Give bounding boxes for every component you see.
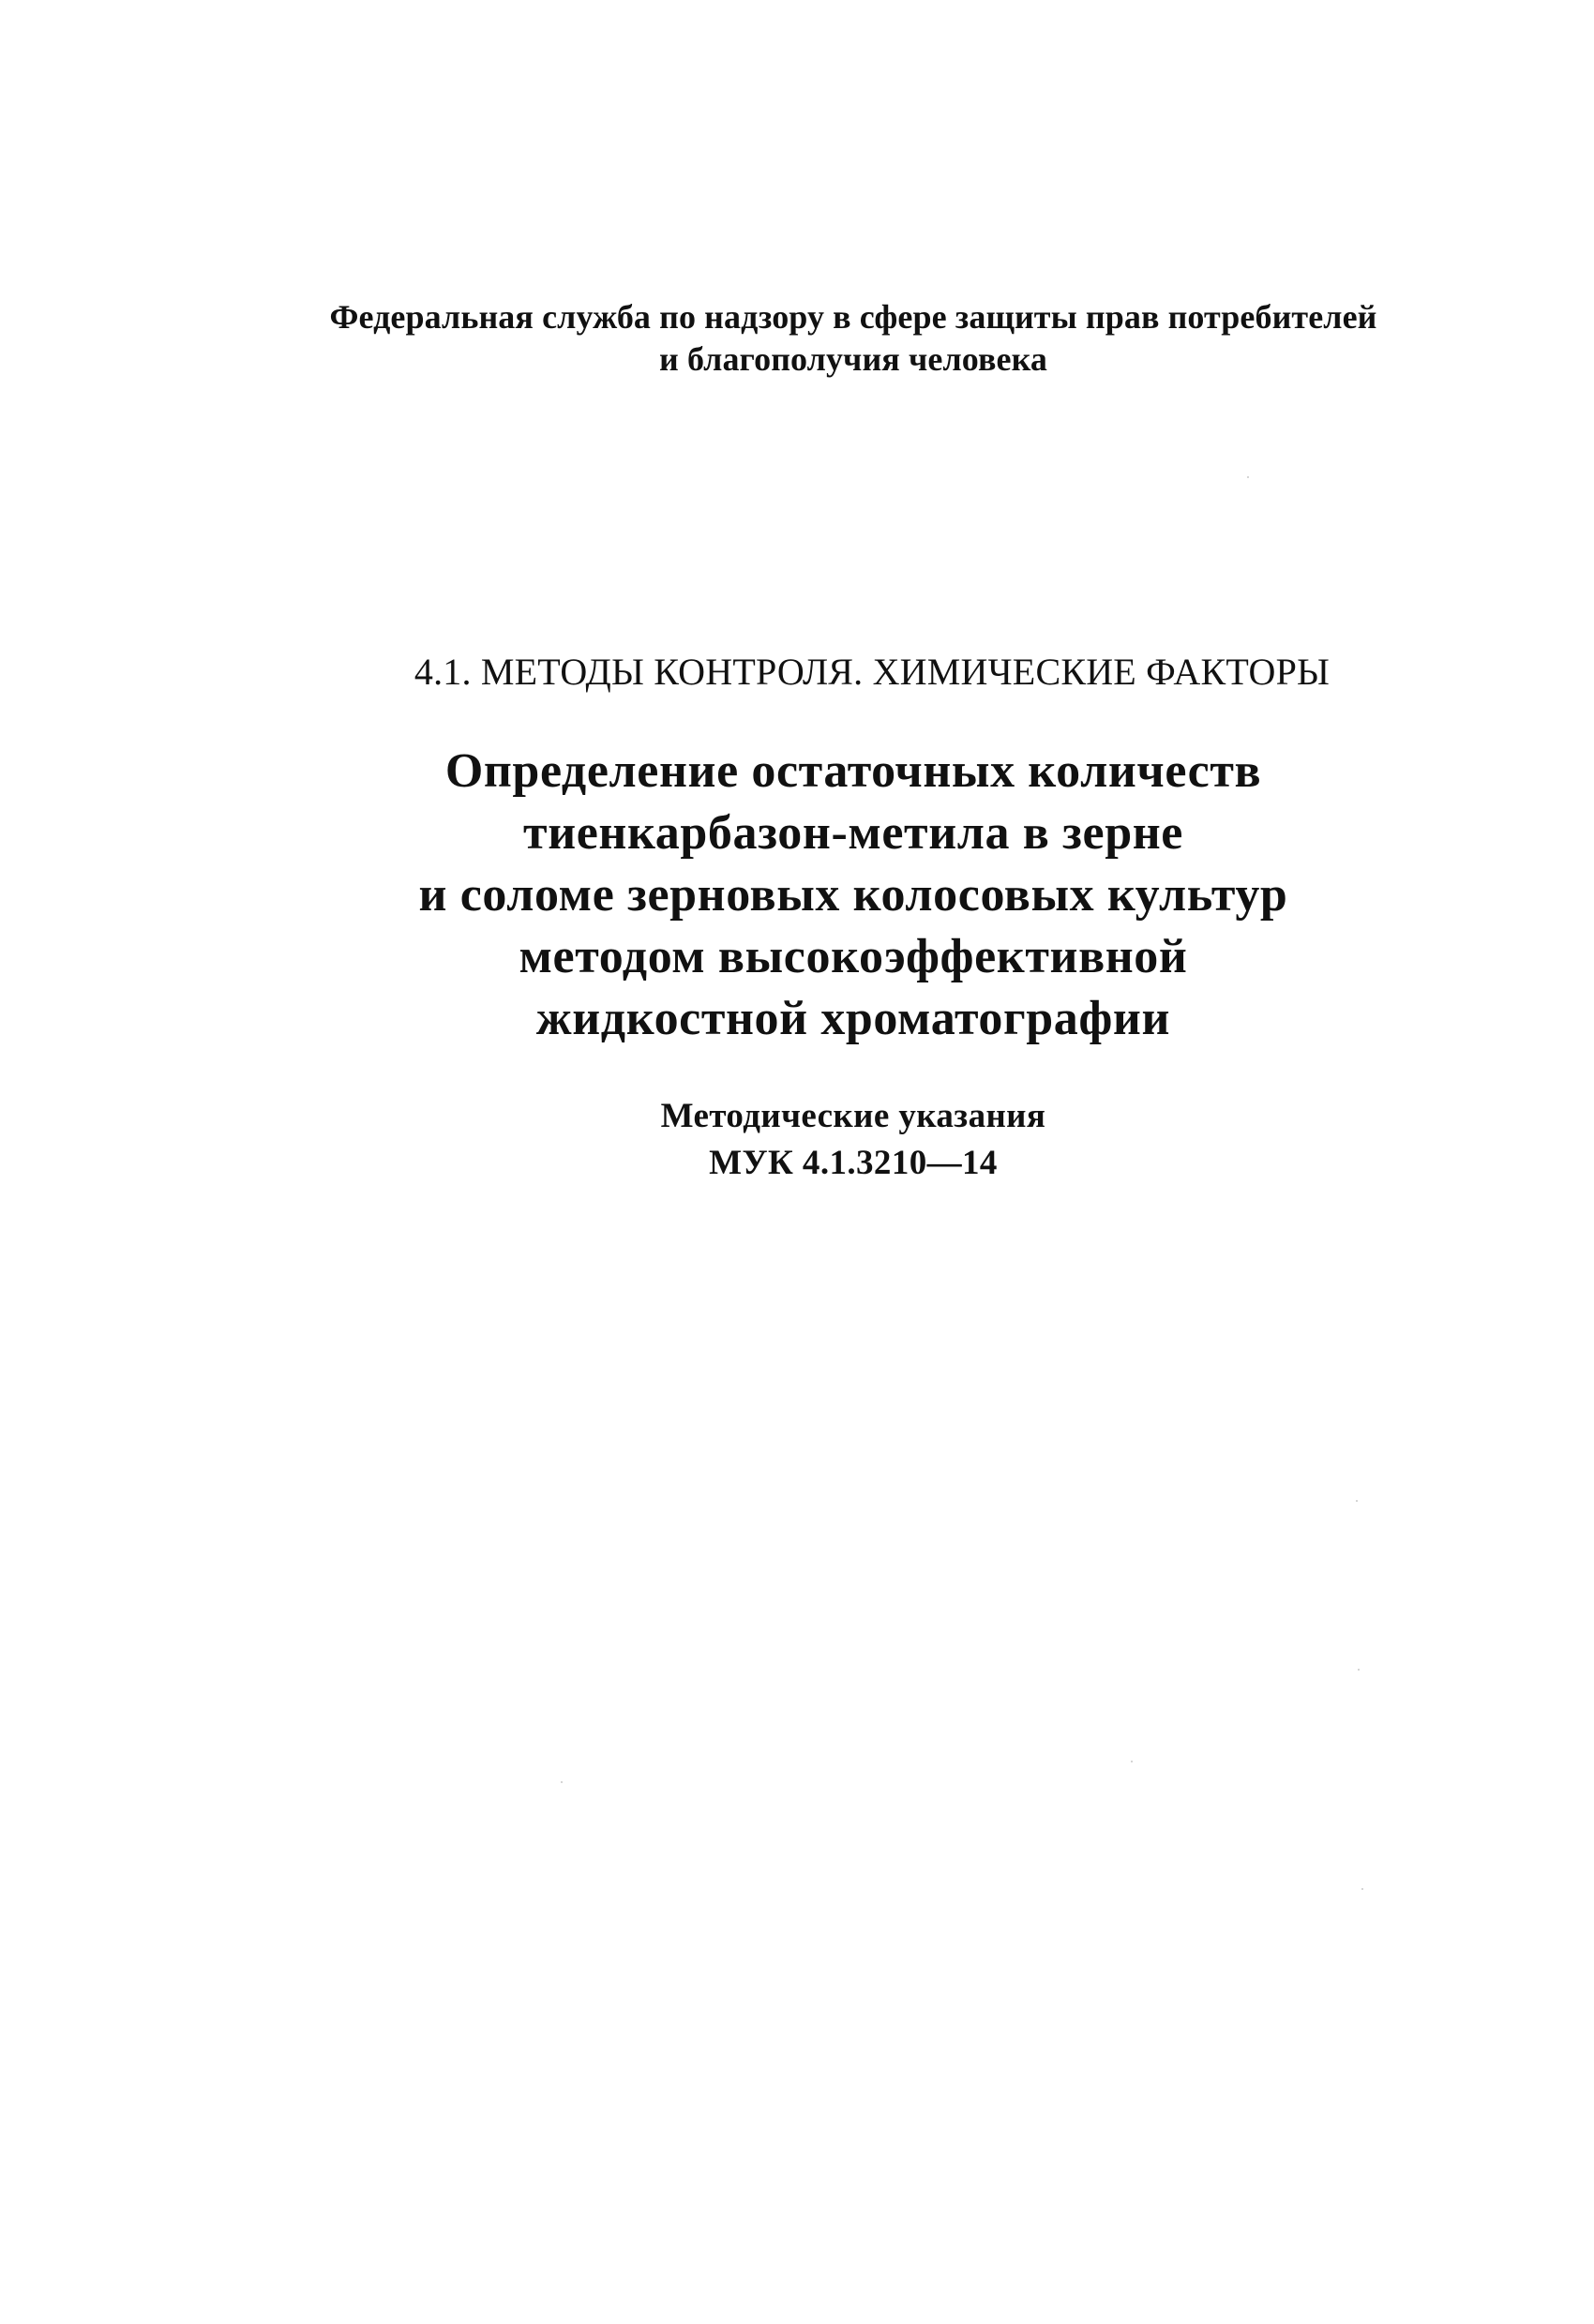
series-heading	[75, 649, 1594, 696]
title-line-1: Определение остаточных количеств	[444, 744, 1262, 798]
scan-speck	[1247, 476, 1249, 478]
title-line-4: методом высокоэффективной	[519, 930, 1188, 983]
series-heading-text: 4.1. МЕТОДЫ КОНТРОЛЯ. ХИМИЧЕСКИЕ ФАКТОРЫ	[414, 651, 1331, 693]
scan-speck	[1361, 1888, 1363, 1890]
scan-speck	[561, 1781, 563, 1783]
issuing-agency	[56, 296, 1594, 381]
document-code: МУК 4.1.3210—14	[709, 1144, 998, 1182]
document-type: Методические указания	[660, 1097, 1046, 1135]
agency-line-1: Федеральная служба по надзору в сфере защиты прав потребителей	[329, 298, 1377, 336]
scan-speck	[1358, 1669, 1360, 1671]
document-type-block	[56, 1093, 1594, 1187]
scan-speck	[1131, 1761, 1133, 1762]
title-line-2: тиенкарбазон-метила в зерне	[523, 806, 1183, 860]
document-title	[56, 741, 1594, 1050]
agency-line-2: и благополучия человека	[659, 340, 1047, 378]
scan-speck	[1356, 1500, 1358, 1502]
title-line-3: и соломе зерновых колосовых культур	[418, 868, 1288, 922]
title-line-5: жидкостной хроматографии	[535, 992, 1171, 1045]
